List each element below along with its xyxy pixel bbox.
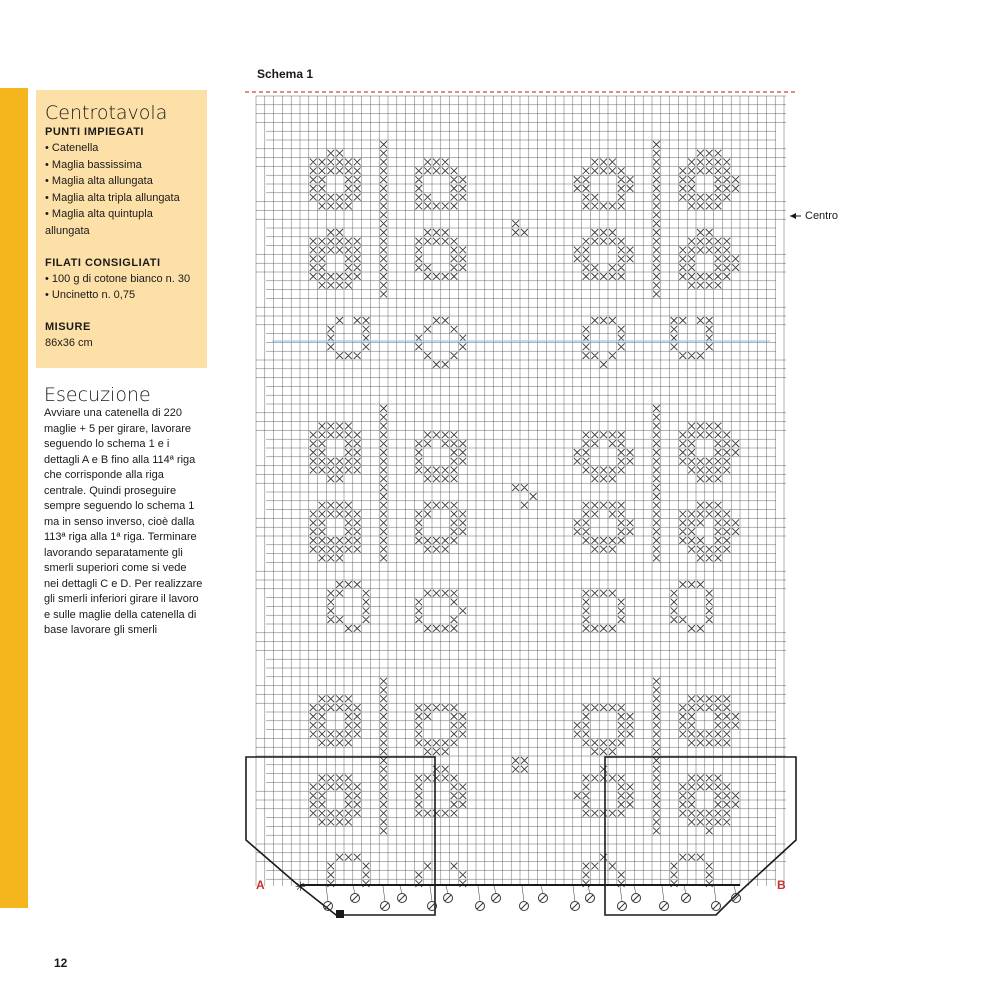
- stitch-symbol-slash: [399, 895, 405, 901]
- execution-title: Esecuzione: [44, 384, 151, 406]
- detail-a-outline: [246, 757, 435, 915]
- list-item: • 100 g di cotone bianco n. 30: [45, 271, 199, 288]
- stitch-symbol-stem: [634, 886, 636, 894]
- list-item: • Maglia alta allungata: [45, 173, 199, 190]
- start-square-marker: [336, 910, 344, 918]
- stitch-symbol-stem: [714, 886, 716, 902]
- stitch-symbol-slash: [713, 903, 719, 909]
- list-item: • Maglia alta tripla allungata: [45, 190, 199, 207]
- stitch-symbol-slash: [521, 903, 527, 909]
- detail-b-outline: [605, 757, 796, 915]
- list-item: • Maglia bassissima: [45, 157, 199, 174]
- stitch-symbol-stem: [734, 886, 736, 894]
- yarn-heading: FILATI CONSIGLIATI: [45, 256, 161, 269]
- chart-crosses: [310, 141, 739, 887]
- stitch-symbol-stem: [620, 886, 622, 902]
- detail-a-label: A: [256, 878, 265, 892]
- asterisk-marker: ✳: [295, 880, 306, 895]
- stitches-heading: PUNTI IMPIEGATI: [45, 126, 144, 138]
- stitch-symbol-slash: [352, 895, 358, 901]
- stitch-symbol-slash: [477, 903, 483, 909]
- stitch-symbol-stem: [522, 886, 524, 902]
- pattern-title: Centrotavola: [45, 102, 168, 124]
- stitch-symbol-stem: [662, 886, 664, 902]
- stitch-symbol-stem: [353, 886, 355, 894]
- stitch-symbol-stem: [478, 886, 480, 902]
- stitch-symbol-stem: [400, 886, 402, 894]
- execution-text: Avviare una catenella di 220 maglie + 5 per girare, lavorare seguendo lo schema 1 e i dettagli A e B fino alla 114ª riga che corrisponde alla riga centrale. Quindi proseguire sempre seguendo lo schema 1 ma in senso inverso, cioè dalla 113ª riga alla 1ª riga. Terminare lavorando separatamente gli smerli superiori come si vede nei dettagli C e D. Per realizzare gli smerli inferiori girare il lavoro e sulle maglie della catenella di base lavorare gli smerli: [44, 407, 203, 636]
- list-item: • Catenella: [45, 140, 199, 157]
- stitch-symbol-slash: [572, 903, 578, 909]
- size-heading: MISURE: [45, 320, 91, 333]
- stitch-symbol-stem: [573, 886, 575, 902]
- stitch-symbol-slash: [683, 895, 689, 901]
- diagram-title: Schema 1: [257, 67, 314, 81]
- stitch-symbol-slash: [619, 903, 625, 909]
- stitch-symbol-slash: [661, 903, 667, 909]
- page-number: 12: [54, 956, 68, 970]
- stitch-symbol-slash: [382, 903, 388, 909]
- stitch-symbol-slash: [587, 895, 593, 901]
- stitch-symbol-stem: [494, 886, 496, 894]
- stitch-symbol-stem: [326, 886, 328, 902]
- center-arrow-head: [790, 213, 796, 219]
- stitch-symbol-stem: [684, 886, 686, 894]
- stitch-symbol-stem: [383, 886, 385, 902]
- stitch-symbol-slash: [445, 895, 451, 901]
- list-item: • Maglia alta quintupla allungata: [45, 206, 199, 239]
- stitch-symbol-slash: [493, 895, 499, 901]
- stitch-symbol-slash: [429, 903, 435, 909]
- stitch-symbol-stem: [446, 886, 448, 894]
- center-label: Centro: [805, 210, 839, 222]
- stitch-symbol-slash: [540, 895, 546, 901]
- list-item: • Uncinetto n. 0,75: [45, 287, 199, 304]
- stitch-symbol-stem: [541, 886, 543, 894]
- stitch-symbol-slash: [633, 895, 639, 901]
- stitch-symbol-stem: [430, 886, 432, 902]
- size-value: 86x36 cm: [45, 336, 93, 349]
- detail-b-label: B: [777, 878, 786, 892]
